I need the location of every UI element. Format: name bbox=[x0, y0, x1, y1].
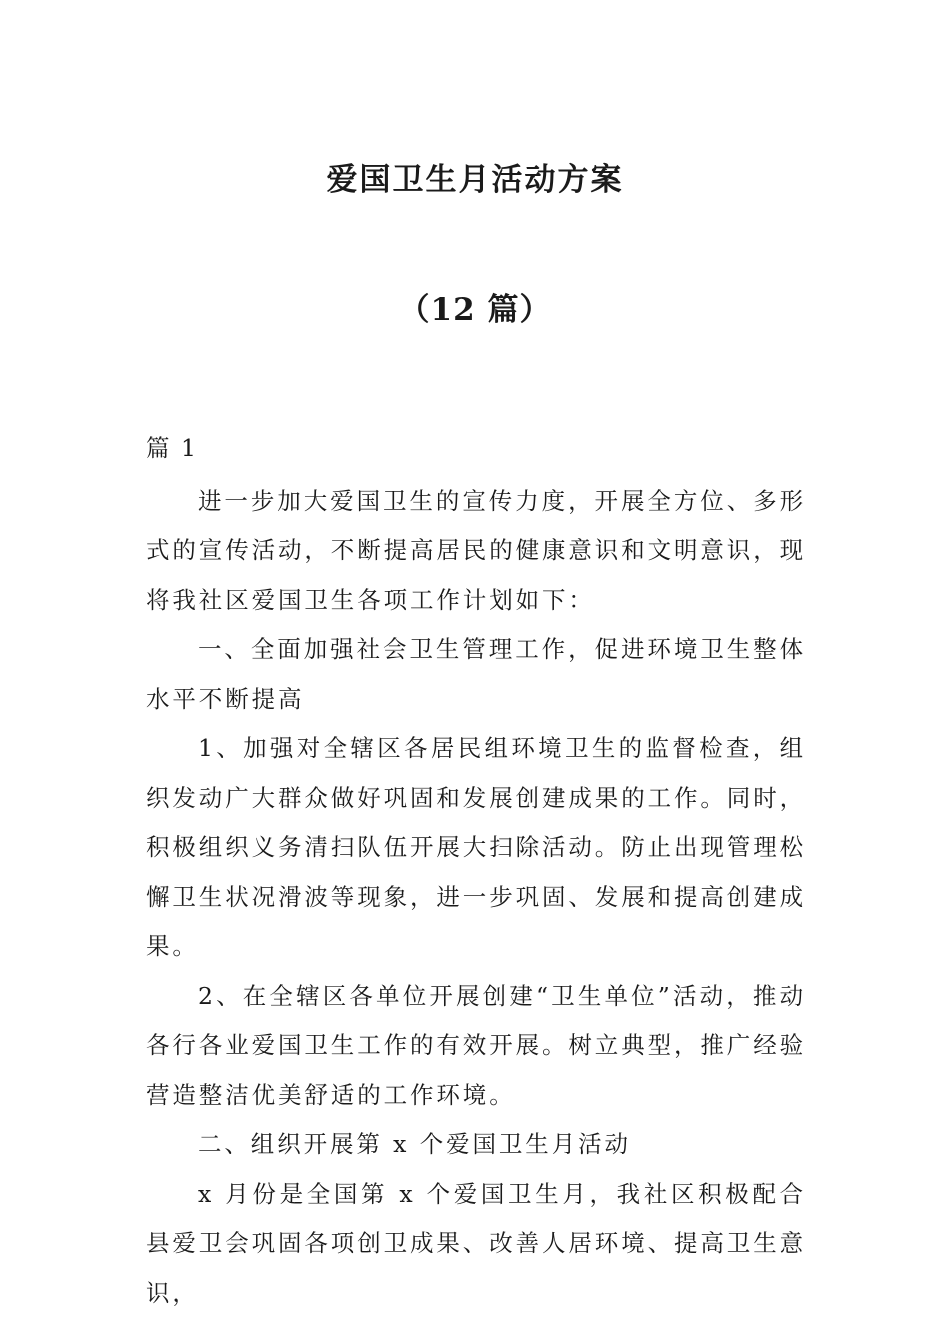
paragraph-item-one: 1、加强对全辖区各居民组环境卫生的监督检查，组织发动广大群众做好巩固和发展创建成果的工作。同时，积极组织义务清扫队伍开展大扫除活动。防止出现管理松懈卫生状况滑波等现象，进一步巩固、发展和提高创建成果。 bbox=[146, 734, 806, 960]
paragraph-item-two: 2、在全辖区各单位开展创建“卫生单位”活动，推动各行各业爱国卫生工作的有效开展。树立典型，推广经验营造整洁优美舒适的工作环境。 bbox=[146, 981, 806, 1109]
paragraph-intro: 进一步加大爱国卫生的宣传力度，开展全方位、多形式的宣传活动，不断提高居民的健康意识和文明意识，现将我社区爱国卫生各项工作计划如下： bbox=[146, 486, 806, 614]
paragraph-heading-one: 一、全面加强社会卫生管理工作，促进环境卫生整体水平不断提高 bbox=[146, 635, 806, 713]
paragraph-month-activity: x 月份是全国第 x 个爱国卫生月，我社区积极配合县爱卫会巩固各项创卫成果、改善人居环境、提高卫生意识， bbox=[146, 1179, 806, 1307]
paragraph-heading-two: 二、组织开展第 x 个爱国卫生月活动 bbox=[198, 1130, 631, 1158]
document-subtitle: （12 篇） bbox=[398, 292, 552, 328]
document-body bbox=[146, 424, 806, 1318]
section-label: 篇 1 bbox=[146, 434, 198, 462]
document-title: 爱国卫生月活动方案 bbox=[326, 162, 624, 198]
